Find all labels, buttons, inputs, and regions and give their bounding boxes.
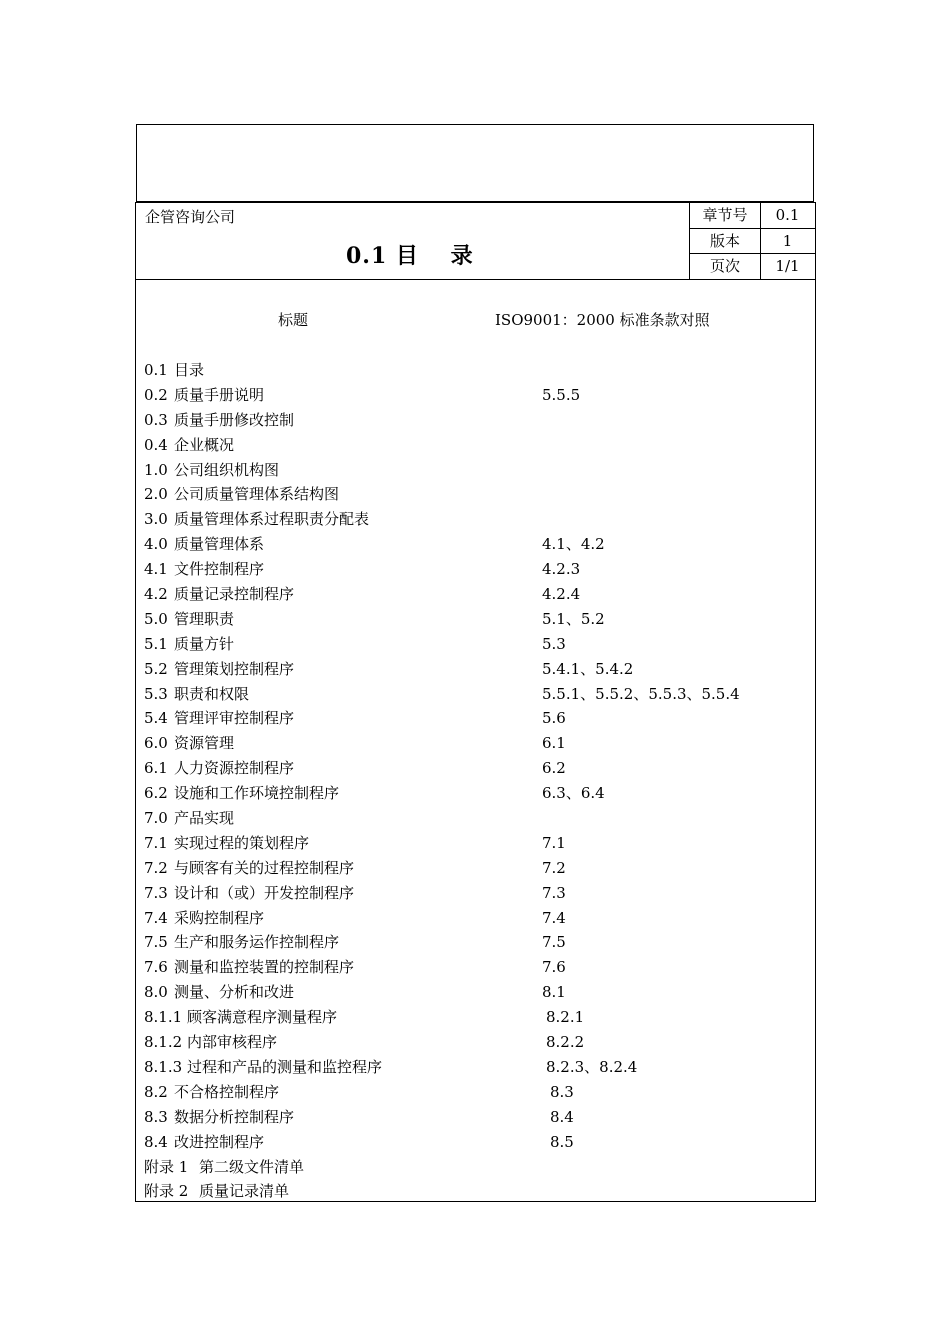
toc-clause: 8.2.2	[546, 1033, 585, 1052]
toc-clause: 7.4	[542, 908, 566, 927]
toc-title: 设计和（或）开发控制程序	[174, 883, 355, 902]
toc-row	[136, 532, 815, 557]
toc-title: 测量、分析和改进	[174, 983, 295, 1002]
toc-number: 7.2	[144, 858, 168, 877]
toc-number: 0.4	[144, 435, 168, 454]
meta-value: 0.1	[775, 206, 800, 224]
toc-number: 8.1.3	[144, 1057, 183, 1076]
toc-title: 设施和工作环境控制程序	[174, 784, 340, 803]
toc-number: 5.2	[144, 659, 168, 678]
toc-clause: 6.3、6.4	[542, 784, 605, 803]
toc-clause: 7.1	[542, 833, 566, 852]
toc-number: 6.0	[144, 734, 168, 753]
toc-title: 质量方针	[174, 634, 235, 653]
document-meta-table	[689, 203, 815, 279]
toc-number: 5.3	[144, 684, 168, 703]
toc-title: 第二级文件清单	[199, 1157, 305, 1176]
toc-title: 目录	[174, 361, 205, 379]
toc-title: 资源管理	[174, 734, 235, 753]
toc-row	[136, 1030, 815, 1055]
toc-row	[136, 856, 815, 881]
meta-value: 1	[782, 232, 793, 250]
toc-title: 人力资源控制程序	[174, 759, 295, 778]
company-name: 企管咨询公司	[145, 208, 236, 226]
letterhead-box	[136, 124, 814, 202]
toc-number: 0.2	[144, 385, 168, 404]
toc-row	[136, 930, 815, 955]
toc-title: 数据分析控制程序	[174, 1107, 295, 1126]
toc-title: 过程和产品的测量和监控程序	[187, 1057, 383, 1076]
toc-number: 4.2	[144, 585, 168, 604]
toc-row	[136, 955, 815, 980]
toc-row	[136, 881, 815, 906]
toc-row	[136, 781, 815, 806]
document-header	[136, 203, 815, 280]
toc-clause: 5.6	[542, 709, 566, 728]
toc-clause: 4.2.3	[542, 560, 581, 579]
toc-clause: 5.5.5	[542, 385, 581, 404]
meta-key: 页次	[689, 254, 761, 279]
toc-number: 7.6	[144, 958, 168, 977]
toc-row	[136, 507, 815, 532]
table-of-contents	[136, 358, 815, 1204]
meta-key: 版本	[689, 229, 761, 254]
toc-number: 7.0	[144, 809, 168, 828]
toc-row	[136, 1055, 815, 1080]
toc-row	[136, 383, 815, 408]
toc-title: 实现过程的策划程序	[174, 833, 310, 852]
toc-row	[136, 607, 815, 632]
meta-row-version	[689, 228, 815, 254]
column-header-title: 标题	[278, 311, 309, 329]
toc-number: 7.3	[144, 883, 168, 902]
document-frame	[135, 202, 816, 1202]
toc-number: 4.1	[144, 560, 168, 579]
toc-clause: 8.5	[550, 1132, 574, 1151]
toc-row	[136, 831, 815, 856]
toc-row	[136, 980, 815, 1005]
toc-number: 1.0	[144, 460, 168, 479]
toc-clause: 7.6	[542, 958, 566, 977]
toc-clause: 4.2.4	[542, 585, 581, 604]
toc-number: 0.1	[144, 361, 168, 379]
toc-clause: 7.2	[542, 858, 566, 877]
toc-number: 6.1	[144, 759, 168, 778]
toc-title: 企业概况	[174, 435, 235, 454]
toc-number: 5.4	[144, 709, 168, 728]
toc-row	[136, 582, 815, 607]
toc-title: 公司质量管理体系结构图	[174, 485, 340, 504]
toc-row	[136, 1179, 815, 1204]
toc-number: 3.0	[144, 510, 168, 529]
toc-number: 2.0	[144, 485, 168, 504]
toc-title: 内部审核程序	[187, 1033, 278, 1052]
toc-clause: 7.3	[542, 883, 566, 902]
toc-title: 测量和监控装置的控制程序	[174, 958, 355, 977]
toc-row	[136, 557, 815, 582]
toc-number: 8.1.1	[144, 1008, 183, 1027]
toc-title: 改进控制程序	[174, 1132, 265, 1151]
toc-title: 质量管理体系	[174, 535, 265, 554]
toc-row	[136, 1080, 815, 1105]
toc-row	[136, 1155, 815, 1180]
toc-clause: 6.2	[542, 759, 566, 778]
toc-title: 生产和服务运作控制程序	[174, 933, 340, 952]
toc-row	[136, 632, 815, 657]
toc-number: 8.2	[144, 1082, 168, 1101]
toc-number: 7.4	[144, 908, 168, 927]
meta-row-section	[689, 203, 815, 228]
toc-row	[136, 906, 815, 931]
meta-row-page	[689, 253, 815, 279]
toc-title: 管理职责	[174, 609, 235, 628]
toc-row	[136, 408, 815, 433]
toc-row	[136, 433, 815, 458]
toc-number: 附录 2	[144, 1182, 189, 1201]
toc-clause: 7.5	[542, 933, 566, 952]
toc-row	[136, 731, 815, 756]
toc-number: 6.2	[144, 784, 168, 803]
toc-number: 5.0	[144, 609, 168, 628]
toc-title: 职责和权限	[174, 684, 250, 703]
toc-clause: 8.1	[542, 983, 566, 1002]
toc-title: 顾客满意程序测量程序	[187, 1008, 338, 1027]
toc-row	[136, 706, 815, 731]
toc-title: 管理策划控制程序	[174, 659, 295, 678]
toc-row	[136, 458, 815, 483]
toc-number: 0.3	[144, 410, 168, 429]
toc-row	[136, 1130, 815, 1155]
toc-row	[136, 1005, 815, 1030]
page-title: 0.1 目 录	[346, 243, 474, 269]
toc-title: 与顾客有关的过程控制程序	[174, 858, 355, 877]
toc-title: 文件控制程序	[174, 560, 265, 579]
toc-number: 8.0	[144, 983, 168, 1002]
meta-value: 1/1	[775, 257, 800, 275]
toc-clause: 4.1、4.2	[542, 535, 605, 554]
toc-title: 质量记录清单	[199, 1182, 290, 1201]
toc-clause: 8.4	[550, 1107, 574, 1126]
toc-title: 公司组织机构图	[174, 460, 280, 479]
toc-row	[136, 358, 815, 383]
toc-number: 7.1	[144, 833, 168, 852]
column-header-clause: ISO9001：2000 标准条款对照	[495, 311, 710, 329]
toc-clause: 8.3	[550, 1082, 574, 1101]
toc-title: 质量手册说明	[174, 385, 265, 404]
toc-clause: 5.4.1、5.4.2	[542, 659, 634, 678]
toc-number: 附录 1	[144, 1157, 189, 1176]
toc-number: 7.5	[144, 933, 168, 952]
toc-row	[136, 756, 815, 781]
toc-row	[136, 1105, 815, 1130]
toc-number: 5.1	[144, 634, 168, 653]
toc-row	[136, 482, 815, 507]
toc-row	[136, 806, 815, 831]
toc-row	[136, 682, 815, 707]
toc-clause: 5.5.1、5.5.2、5.5.3、5.5.4	[542, 684, 740, 703]
toc-title: 采购控制程序	[174, 908, 265, 927]
toc-title: 质量手册修改控制	[174, 410, 295, 429]
toc-clause: 6.1	[542, 734, 566, 753]
meta-key: 章节号	[689, 203, 761, 228]
toc-row	[136, 657, 815, 682]
toc-clause: 8.2.3、8.2.4	[546, 1057, 638, 1076]
toc-number: 8.3	[144, 1107, 168, 1126]
toc-number: 8.4	[144, 1132, 168, 1151]
toc-title: 质量管理体系过程职责分配表	[174, 510, 370, 529]
toc-clause: 8.2.1	[546, 1008, 585, 1027]
toc-clause: 5.1、5.2	[542, 609, 605, 628]
toc-number: 8.1.2	[144, 1033, 183, 1052]
toc-title: 产品实现	[174, 809, 235, 828]
toc-number: 4.0	[144, 535, 168, 554]
toc-clause: 5.3	[542, 634, 566, 653]
toc-title: 质量记录控制程序	[174, 585, 295, 604]
toc-title: 管理评审控制程序	[174, 709, 295, 728]
toc-title: 不合格控制程序	[174, 1082, 280, 1101]
